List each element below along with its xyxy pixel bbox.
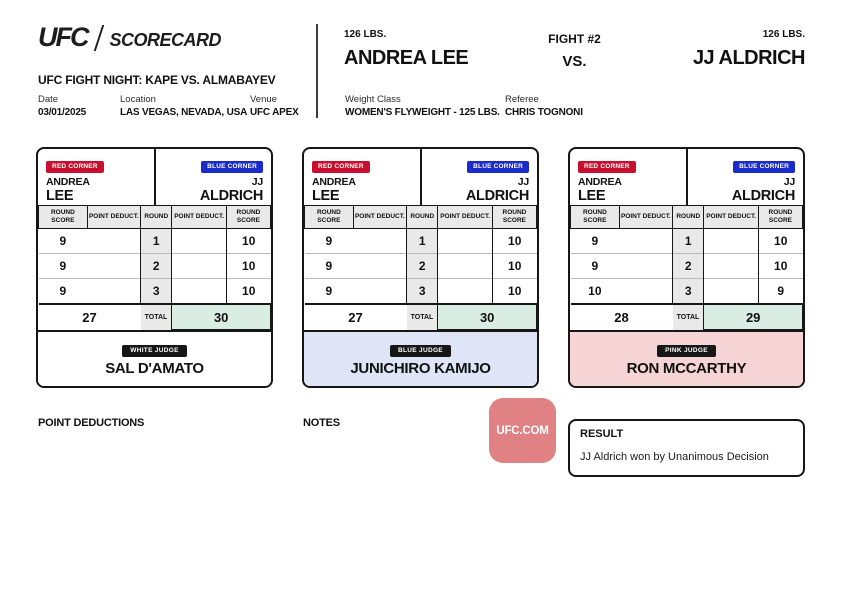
blue-round-score-header: ROUND SCORE	[492, 206, 536, 229]
blue-round-score-header: ROUND SCORE	[226, 206, 270, 229]
round-number: 1	[141, 229, 172, 254]
blue-point-deduct-header: POINT DEDUCT.	[438, 206, 493, 229]
event-title: UFC FIGHT NIGHT: KAPE VS. ALMABAYEV	[38, 73, 276, 87]
red-round-score-header: ROUND SCORE	[39, 206, 88, 229]
total-label: TOTAL	[141, 304, 172, 330]
red-fighter-first-name: ANDREA	[46, 176, 90, 188]
blue-round-score: 10	[758, 254, 802, 279]
scorecard-logo-text: SCORECARD	[109, 30, 222, 51]
header-divider	[316, 24, 318, 118]
judge-section	[38, 330, 271, 386]
judge-scorecards	[36, 147, 805, 388]
red-point-deduct	[353, 279, 406, 304]
red-round-score: 9	[305, 229, 354, 254]
red-corner-half	[304, 149, 422, 205]
round-number: 3	[407, 279, 438, 304]
venue-label: Venue	[250, 94, 277, 105]
blue-round-score: 10	[226, 279, 270, 304]
blue-fighter-last-name: ALDRICH	[199, 188, 263, 204]
round-row	[305, 279, 537, 304]
score-table-header-row	[305, 206, 537, 229]
blue-point-deduct	[438, 254, 493, 279]
round-number: 3	[673, 279, 704, 304]
blue-fighter-last-name: ALDRICH	[731, 188, 795, 204]
judge-badge: PINK JUDGE	[657, 345, 716, 357]
judge-name: RON MCCARTHY	[626, 360, 747, 378]
red-point-deduct	[619, 229, 672, 254]
fighter-names-section	[570, 149, 803, 205]
notes-label: NOTES	[303, 417, 340, 429]
red-point-deduct-header: POINT DEDUCT.	[87, 206, 140, 229]
vs-label: VS.	[562, 53, 587, 70]
judge-name: SAL D'AMATO	[105, 360, 204, 378]
red-point-deduct	[87, 229, 140, 254]
blue-round-score: 9	[758, 279, 802, 304]
referee	[505, 94, 583, 118]
red-fighter-weight: 126 LBS.	[344, 29, 387, 40]
point-deductions-label: POINT DEDUCTIONS	[38, 417, 145, 429]
red-round-score: 9	[39, 279, 88, 304]
red-fighter-last-name: LEE	[578, 188, 606, 204]
fight-number: FIGHT #2	[548, 32, 601, 46]
blue-corner-half	[156, 149, 272, 205]
score-table-header-row	[39, 206, 271, 229]
score-table	[38, 205, 271, 330]
red-total-score: 28	[571, 304, 673, 330]
round-number: 2	[141, 254, 172, 279]
blue-point-deduct	[172, 279, 227, 304]
red-point-deduct	[87, 254, 140, 279]
red-corner-badge: RED CORNER	[312, 161, 370, 173]
blue-fighter-weight: 126 LBS.	[762, 29, 805, 40]
score-table	[570, 205, 803, 330]
date-label: Date	[38, 94, 59, 105]
round-row	[39, 254, 271, 279]
blue-fighter-first-name: JJ	[251, 176, 263, 188]
blue-round-score: 10	[226, 229, 270, 254]
round-row	[305, 229, 537, 254]
total-label: TOTAL	[673, 304, 704, 330]
round-row	[571, 279, 803, 304]
blue-point-deduct	[438, 229, 493, 254]
total-row	[305, 304, 537, 330]
red-round-score: 9	[571, 229, 620, 254]
blue-point-deduct-header: POINT DEDUCT.	[172, 206, 227, 229]
event-location	[120, 94, 247, 118]
event-venue	[250, 94, 299, 118]
red-point-deduct	[87, 279, 140, 304]
blue-total-cell: 30	[172, 304, 271, 330]
round-header: ROUND	[141, 206, 172, 229]
red-total-score: 27	[39, 304, 141, 330]
blue-fighter-first-name: JJ	[517, 176, 529, 188]
round-row	[39, 279, 271, 304]
red-corner-half	[38, 149, 156, 205]
blue-point-deduct	[704, 254, 759, 279]
judge-scorecard	[36, 147, 273, 388]
red-point-deduct-header: POINT DEDUCT.	[353, 206, 406, 229]
red-corner-half	[570, 149, 688, 205]
total-label: TOTAL	[407, 304, 438, 330]
red-total-score: 27	[305, 304, 407, 330]
round-row	[571, 229, 803, 254]
red-point-deduct-header: POINT DEDUCT.	[619, 206, 672, 229]
fighter-names-section	[38, 149, 271, 205]
event-date	[38, 94, 86, 118]
red-point-deduct	[353, 254, 406, 279]
judge-scorecard	[302, 147, 539, 388]
red-round-score: 9	[571, 254, 620, 279]
blue-point-deduct	[704, 229, 759, 254]
blue-total-cell: 29	[704, 304, 803, 330]
blue-corner-badge: BLUE CORNER	[201, 161, 263, 173]
red-fighter-first-name: ANDREA	[578, 176, 622, 188]
result-label: RESULT	[580, 428, 624, 440]
blue-fighter-name: JJ ALDRICH	[692, 47, 805, 69]
score-table-header-row	[571, 206, 803, 229]
date-value: 03/01/2025	[38, 107, 87, 118]
round-header: ROUND	[673, 206, 704, 229]
blue-fighter-first-name: JJ	[783, 176, 795, 188]
blue-point-deduct-header: POINT DEDUCT.	[704, 206, 759, 229]
ufc-logo-text: UFC	[38, 22, 88, 52]
round-row	[305, 254, 537, 279]
blue-point-deduct	[704, 279, 759, 304]
total-row	[39, 304, 271, 330]
red-fighter-last-name: LEE	[312, 188, 340, 204]
red-point-deduct	[619, 279, 672, 304]
location-value: LAS VEGAS, NEVADA, USA	[120, 107, 248, 118]
red-round-score-header: ROUND SCORE	[305, 206, 354, 229]
red-corner-badge: RED CORNER	[578, 161, 636, 173]
round-number: 2	[407, 254, 438, 279]
weight-class-label: Weight Class	[345, 94, 401, 105]
blue-corner-half	[688, 149, 804, 205]
blue-round-score-header: ROUND SCORE	[758, 206, 802, 229]
total-row	[571, 304, 803, 330]
red-round-score: 9	[39, 254, 88, 279]
judge-badge: BLUE JUDGE	[390, 345, 451, 357]
red-fighter-last-name: LEE	[46, 188, 74, 204]
ufc-scorecard-logo	[38, 24, 221, 51]
judge-scorecard	[568, 147, 805, 388]
blue-total-cell: 30	[438, 304, 537, 330]
round-row	[39, 229, 271, 254]
red-fighter-name: ANDREA LEE	[344, 47, 469, 69]
blue-corner-half	[422, 149, 538, 205]
judge-section	[304, 330, 537, 386]
weight-class	[345, 94, 500, 118]
logo-slash-divider	[93, 25, 103, 51]
red-point-deduct	[619, 254, 672, 279]
blue-round-score: 10	[492, 229, 536, 254]
blue-round-score: 10	[492, 254, 536, 279]
weight-class-value: WOMEN'S FLYWEIGHT - 125 LBS.	[345, 107, 500, 118]
red-corner-badge: RED CORNER	[46, 161, 104, 173]
result-text: JJ Aldrich won by Unanimous Decision	[580, 451, 769, 463]
red-round-score: 9	[305, 279, 354, 304]
blue-point-deduct	[172, 229, 227, 254]
location-label: Location	[120, 94, 156, 105]
judge-name: JUNICHIRO KAMIJO	[350, 360, 491, 378]
blue-round-score: 10	[226, 254, 270, 279]
round-row	[571, 254, 803, 279]
red-round-score: 9	[39, 229, 88, 254]
referee-value: CHRIS TOGNONI	[505, 107, 583, 118]
ufc-com-badge: UFC.COM	[489, 398, 556, 463]
score-table	[304, 205, 537, 330]
red-point-deduct	[353, 229, 406, 254]
red-round-score-header: ROUND SCORE	[571, 206, 620, 229]
round-number: 1	[407, 229, 438, 254]
judge-badge: WHITE JUDGE	[122, 345, 186, 357]
blue-corner-badge: BLUE CORNER	[467, 161, 529, 173]
fight-header	[344, 27, 805, 122]
blue-corner-badge: BLUE CORNER	[733, 161, 795, 173]
round-number: 1	[673, 229, 704, 254]
round-number: 3	[141, 279, 172, 304]
referee-label: Referee	[505, 94, 539, 105]
fighter-names-section	[304, 149, 537, 205]
venue-value: UFC APEX	[250, 107, 299, 118]
blue-point-deduct	[172, 254, 227, 279]
result-box	[568, 419, 805, 477]
blue-fighter-last-name: ALDRICH	[465, 188, 529, 204]
judge-section	[570, 330, 803, 386]
red-round-score: 9	[305, 254, 354, 279]
blue-round-score: 10	[492, 279, 536, 304]
round-number: 2	[673, 254, 704, 279]
red-round-score: 10	[571, 279, 620, 304]
blue-point-deduct	[438, 279, 493, 304]
round-header: ROUND	[407, 206, 438, 229]
blue-round-score: 10	[758, 229, 802, 254]
red-fighter-first-name: ANDREA	[312, 176, 356, 188]
